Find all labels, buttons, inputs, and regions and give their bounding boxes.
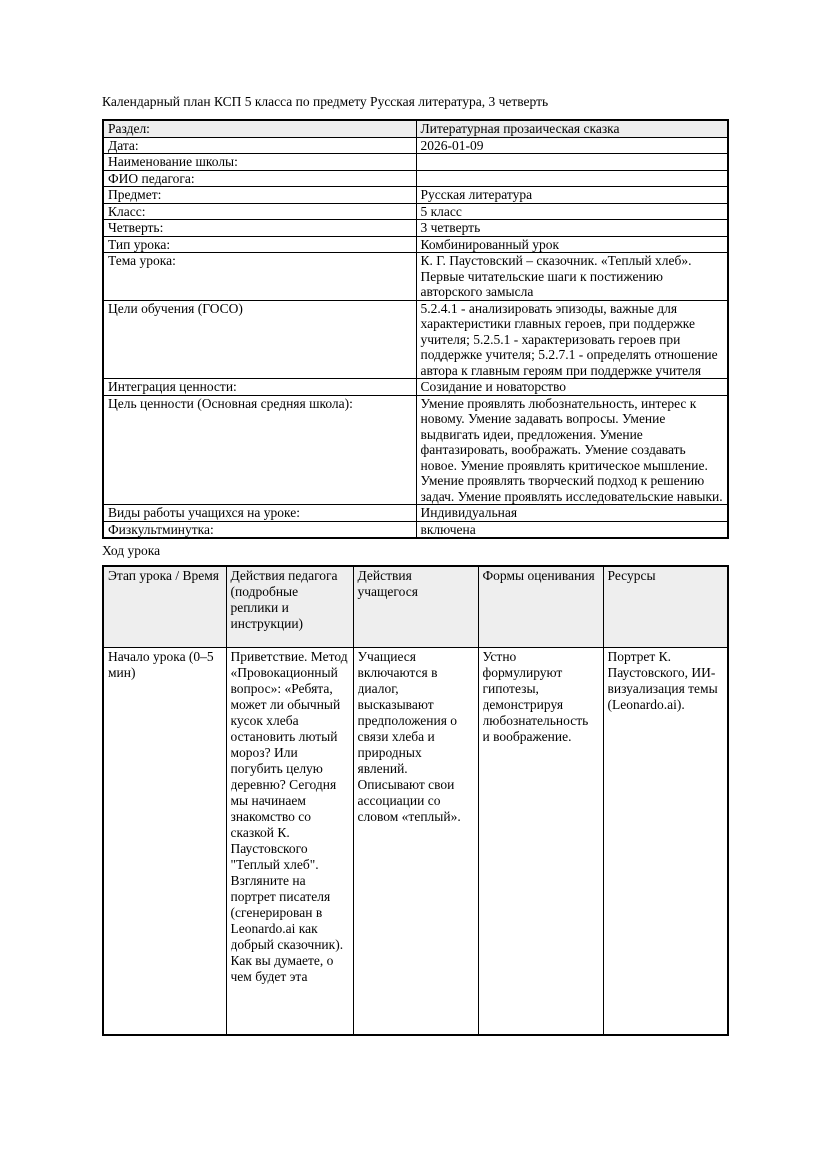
assessment-cell: [478, 648, 603, 1036]
lesson-course-table: [102, 565, 729, 1036]
info-value: Русская литература: [416, 187, 728, 204]
info-row-razdel: [103, 120, 728, 137]
info-label: Цель ценности (Основная средняя школа):: [103, 395, 416, 505]
info-row-date: [103, 137, 728, 154]
info-label: Виды работы учащихся на уроке:: [103, 505, 416, 522]
info-label: ФИО педагога:: [103, 170, 416, 187]
info-row-school: [103, 154, 728, 171]
lesson-table-header-row: [103, 566, 728, 648]
info-row-values-integration: [103, 379, 728, 396]
student-actions-cell: [353, 648, 478, 1036]
teacher-actions-cell: [226, 648, 353, 1036]
assessment-text: Устно формулируют гипотезы, демонстрируя любознательность и воображение.: [482, 649, 589, 744]
info-value: [416, 154, 728, 171]
info-label: Предмет:: [103, 187, 416, 204]
info-value: Индивидуальная: [416, 505, 728, 522]
info-label: Четверть:: [103, 220, 416, 237]
info-value: Созидание и новаторство: [416, 379, 728, 396]
info-value: Комбинированный урок: [416, 236, 728, 253]
info-label: Физкультминутка:: [103, 521, 416, 538]
column-header-resources: Ресурсы: [603, 566, 728, 648]
section-heading: Ход урока: [102, 543, 161, 558]
info-row-learning-goals: [103, 300, 728, 379]
info-row-values-goal: [103, 395, 728, 505]
info-row-lesson-topic: [103, 253, 728, 301]
info-value: 5.2.4.1 - анализировать эпизоды, важные для характеристики главных героев, при поддержке учителя; 5.2.5.1 - характеризовать героев при поддержке учителя; 5.2.7.1 - определять отношение автора к главным героям при поддержке учителя: [416, 300, 728, 379]
info-value: включена: [416, 521, 728, 538]
info-label: Класс:: [103, 203, 416, 220]
stage-text: Начало урока (0–5 мин): [108, 649, 214, 680]
info-row-physical-minute: [103, 521, 728, 538]
info-row-quarter: [103, 220, 728, 237]
info-value: Умение проявлять любознательность, интерес к новому. Умение задавать вопросы. Умение выдвигать идеи, предложения. Умение фантазировать, воображать. Умение создавать новое. Умение проявлять критическое мышление. Умение проявлять творческий подход к решению задач. Умение проявлять исследовательские навыки.: [416, 395, 728, 505]
student-actions-text: Учащиеся включаются в диалог, высказывают предположения о связи хлеба и природных явлений. Описывают свои ассоциации со словом «теплый».: [357, 649, 461, 824]
info-label: Дата:: [103, 137, 416, 154]
info-row-teacher-name: [103, 170, 728, 187]
info-row-lesson-type: [103, 236, 728, 253]
resources-cell: [603, 648, 728, 1036]
resources-text: Портрет К. Паустовского, ИИ-визуализация темы (Leonardo.ai).: [607, 649, 718, 712]
stage-cell: [103, 648, 226, 1036]
info-value: 5 класс: [416, 203, 728, 220]
info-label: Тема урока:: [103, 253, 416, 301]
info-label: Раздел:: [103, 120, 416, 137]
lesson-info-table: [102, 119, 729, 539]
info-value: 3 четверть: [416, 220, 728, 237]
info-row-work-types: [103, 505, 728, 522]
info-value: 2026-01-09: [416, 137, 728, 154]
column-header-teacher-actions: Действия педагога (подробные реплики и инструкции): [226, 566, 353, 648]
column-header-stage: Этап урока / Время: [103, 566, 226, 648]
info-row-class: [103, 203, 728, 220]
info-label: Цели обучения (ГОСО): [103, 300, 416, 379]
info-label: Тип урока:: [103, 236, 416, 253]
page-title: Календарный план КСП 5 класса по предмету Русская литература, 3 четверть: [102, 94, 549, 109]
info-row-subject: [103, 187, 728, 204]
info-value: Литературная прозаическая сказка: [416, 120, 728, 137]
column-header-assessment: Формы оценивания: [478, 566, 603, 648]
teacher-actions-text: Приветствие. Метод «Провокационный вопрос»: «Ребята, может ли обычный кусок хлеба остановить лютый мороз? Или погубить целую деревню? Сегодня мы начинаем знакомство со сказкой К. Паустовского "Теплый хлеб". Взгляните на портрет писателя (сгенерирован в Leonardo.ai как добрый сказочник). Как вы думаете, о чем будет эта: [230, 649, 348, 984]
column-header-student-actions: Действия учащегося: [353, 566, 478, 648]
lesson-stage-row: [103, 648, 728, 1036]
info-label: Наименование школы:: [103, 154, 416, 171]
info-value: [416, 170, 728, 187]
info-label: Интеграция ценности:: [103, 379, 416, 396]
info-value: К. Г. Паустовский – сказочник. «Теплый хлеб». Первые читательские шаги к постижению авторского замысла: [416, 253, 728, 301]
